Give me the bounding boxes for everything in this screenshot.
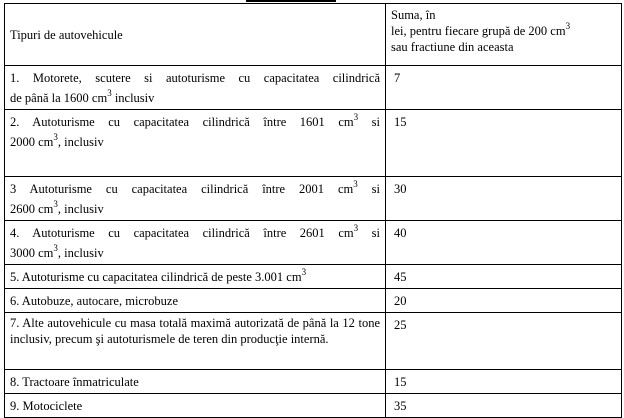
vehicle-tax-table [4,3,622,418]
table-row [5,66,622,110]
header-amount [386,4,622,66]
row-1-line-b: de până la 1600 $cm^3$ inclusiv [10,87,155,105]
row-value: 15 [386,110,622,177]
table-row [5,110,622,177]
row-description [5,177,386,221]
row-description [5,221,386,265]
table-row [5,370,622,394]
row-value: 40 [386,221,622,265]
table-row [5,221,622,265]
row-value: 35 [386,394,622,418]
header-amount-line1: Suma, în [391,8,436,22]
header-vehicle-types [5,4,386,66]
row-description: 5. Autoturisme cu capacitatea cilindrică de peste 3.001 $cm^3$ [5,265,386,289]
table-row [5,289,622,313]
row-value: 20 [386,289,622,313]
row-description [5,110,386,177]
table-header-row [5,4,622,66]
row-value: 30 [386,177,622,221]
header-amount-sup: 3 [565,20,571,31]
table-row [5,177,622,221]
row-description [5,66,386,110]
row-value: 15 [386,370,622,394]
row-description: 7. Alte autovehicule cu masa totală maximă autorizată de până la 12 tone inclusiv, precum şi autoturismele de teren din producţie internă. [5,313,386,370]
header-amount-line3: sau fractiune din aceasta [391,40,514,54]
row-value: 45 [386,265,622,289]
row-4-line-b: 3000 $cm^3$, inclusiv [10,242,104,260]
row-description: 8. Tractoare înmatriculate [5,370,386,394]
row-4-line-a: 4. Autoturisme cu capacitatea cilindrică între 2601 $cm^3$ si [10,222,380,240]
row-value: 7 [386,66,622,110]
row-2-line-b: 2000 $cm^3$, inclusiv [10,131,104,149]
row-3-line-b: 2600 $cm^3$, inclusiv [10,198,104,216]
row-2-line-a: 2. Autoturisme cu capacitatea cilindrică între 1601 $cm^3$ si [10,111,380,129]
row-description: 6. Autobuze, autocare, microbuze [5,289,386,313]
header-vehicle-types-label: Tipuri de autovehicule [10,28,123,42]
row-value: 25 [386,313,622,370]
table-row [5,394,622,418]
table-row [5,313,622,370]
row-description: 9. Motociclete [5,394,386,418]
top-border-fragment [246,0,336,2]
header-amount-line2: lei, pentru fiecare grupă de 200 cm [391,24,566,38]
row-1-line-a: 1. Motorete, scutere si autoturisme cu capacitatea cilindrică [10,71,380,85]
row-3-line-a: 3 Autoturisme cu capacitatea cilindrică între 2001 $cm^3$ si [10,178,380,196]
table-row [5,265,622,289]
